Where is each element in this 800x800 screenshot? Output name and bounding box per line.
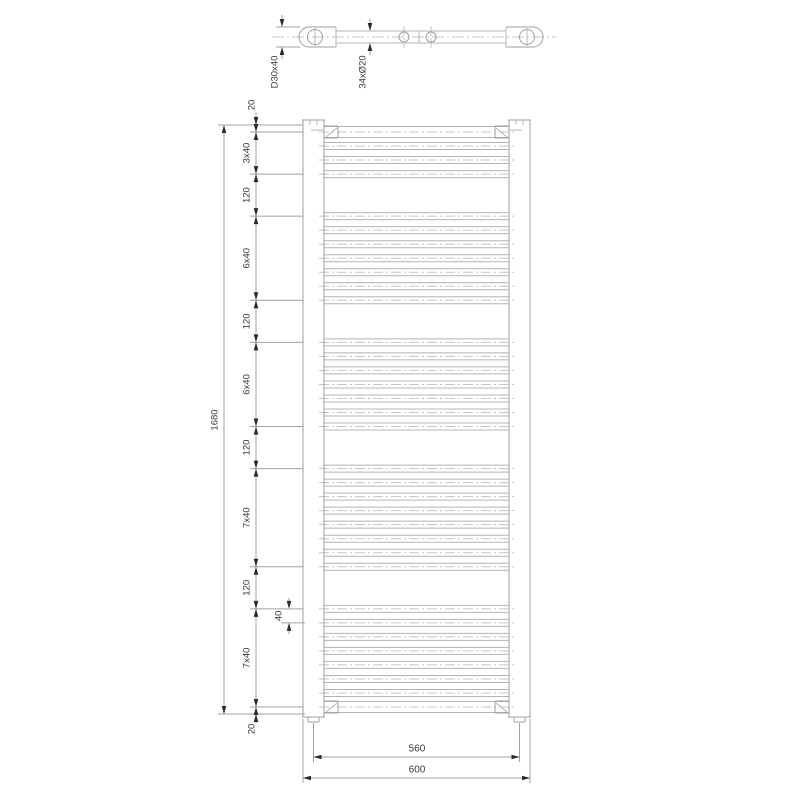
dimension-arrow	[254, 132, 259, 140]
dimension-arrow	[254, 117, 259, 125]
outer-width-dimension-label: 600	[408, 764, 426, 776]
dimension-arrow	[222, 125, 227, 133]
dimension-arrow	[254, 461, 259, 469]
dimension-arrow	[287, 601, 292, 609]
dimension-arrow	[287, 623, 292, 631]
chain-dimension-label: 20	[246, 99, 258, 111]
dimensions	[210, 15, 531, 783]
dimension-arrow	[522, 776, 530, 781]
dimension-arrow	[280, 47, 285, 55]
dimension-arrow	[280, 19, 285, 27]
chain-dimension-label: 7x40	[241, 647, 253, 669]
dimension-arrow	[512, 755, 520, 760]
pitch-dimension-label: 40	[273, 610, 285, 622]
dimension-arrow	[368, 23, 373, 31]
dimension-arrow	[254, 567, 259, 575]
dimension-arrow	[254, 292, 259, 300]
dimension-arrow	[222, 706, 227, 714]
dimension-arrow	[254, 427, 259, 435]
dimension-arrow	[303, 776, 311, 781]
chain-dimension-label: 6x40	[241, 374, 253, 395]
inner-width-dimension-label: 560	[408, 743, 426, 755]
chain-dimension-label: 3x40	[241, 142, 253, 164]
chain-dimension-label: 7x40	[241, 507, 253, 528]
dimension-arrow	[254, 469, 259, 477]
top-view	[272, 26, 556, 48]
dimension-arrow	[254, 334, 259, 342]
front-view	[302, 120, 531, 722]
dimension-arrow	[254, 174, 259, 182]
overall-height-dimension-label: 1680	[209, 409, 221, 431]
dimension-arrow	[254, 208, 259, 216]
dimension-arrow	[254, 707, 259, 715]
dimension-arrow	[254, 300, 259, 308]
dimension-arrow	[254, 609, 259, 617]
dimension-arrow	[254, 419, 259, 427]
dimension-arrow	[368, 43, 373, 51]
profile-dimension-label: D30x40	[269, 55, 281, 89]
dimension-arrow	[254, 559, 259, 567]
chain-dimension-label: 120	[241, 313, 253, 330]
dimension-arrow	[254, 714, 259, 722]
dimension-arrow	[254, 124, 259, 132]
chain-dimension-label: 120	[241, 579, 253, 596]
dimension-arrow	[314, 755, 322, 760]
dimension-arrow	[254, 699, 259, 707]
dimension-arrow	[254, 166, 259, 174]
chain-dimension-label: 6x40	[241, 247, 253, 269]
dimension-arrow	[254, 601, 259, 609]
chain-dimension-label: 20	[246, 723, 258, 735]
tube-dimension-label: 34xØ20	[357, 55, 369, 89]
dimension-arrow	[254, 216, 259, 224]
dimension-arrow	[254, 342, 259, 350]
chain-dimension-label: 120	[241, 187, 253, 204]
chain-dimension-label: 120	[241, 439, 253, 456]
